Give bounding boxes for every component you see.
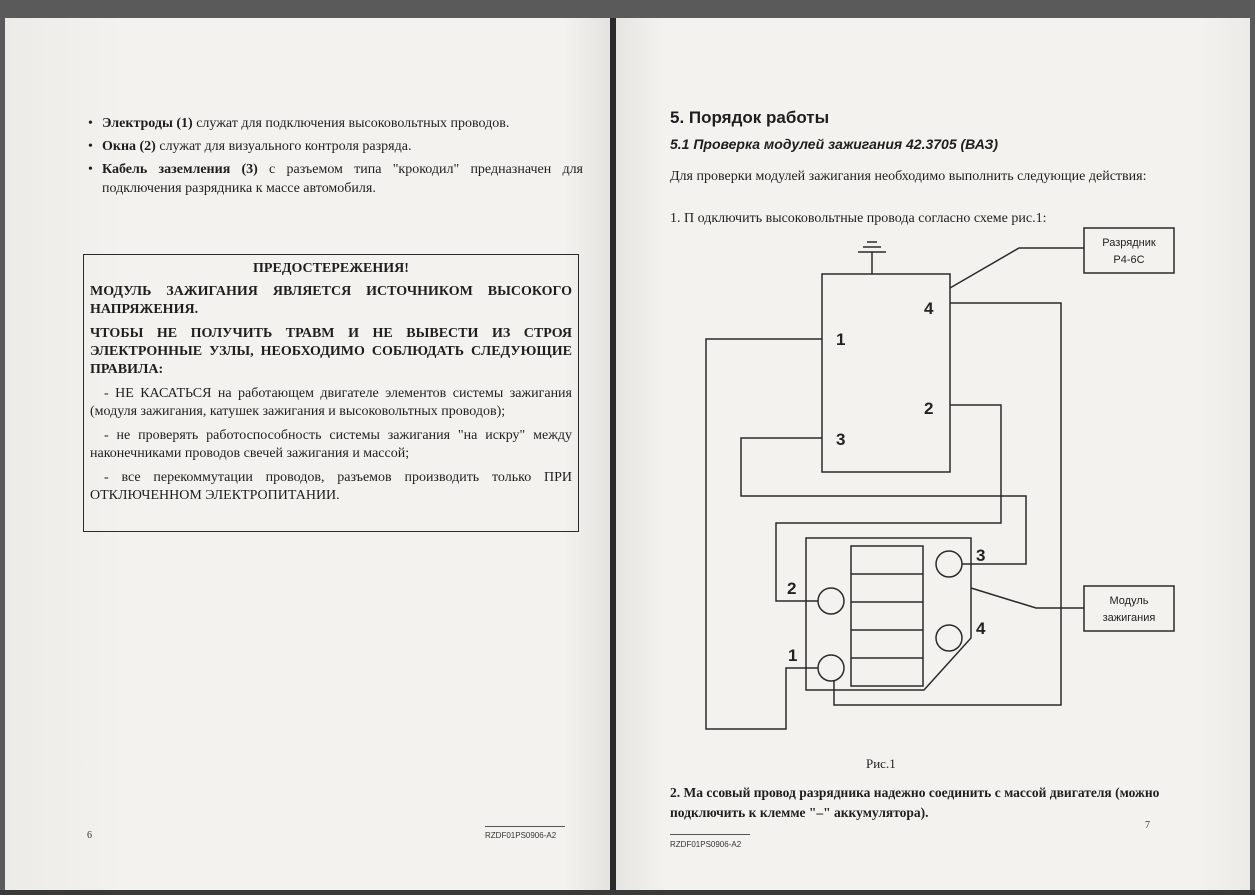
- warning-line: ЧТОБЫ НЕ ПОЛУЧИТЬ ТРАВМ И НЕ ВЫВЕСТИ ИЗ СТРОЯ ЭЛЕКТРОННЫЕ УЗЛЫ, НЕОБХОДИМО СОБЛЮДАТЬ СЛЕДУЮЩИЕ ПРАВИЛА:: [90, 326, 572, 377]
- right-page: [616, 18, 1250, 890]
- warning-title: ПРЕДОСТЕРЕЖЕНИЯ!: [253, 261, 409, 276]
- warning-rule: - все перекоммутации проводов, разъемов производить только ПРИ ОТКЛЮЧЕННОМ ЭЛЕКТРОПИТАНИИ.: [90, 470, 572, 503]
- razryadnik-label-box: [1084, 228, 1174, 273]
- warning-line: МОДУЛЬ ЗАЖИГАНИЯ ЯВЛЯЕТСЯ ИСТОЧНИКОМ ВЫСОКОГО НАПРЯЖЕНИЯ.: [90, 284, 572, 317]
- module-leader: [971, 588, 1084, 608]
- razryadnik-label-line: Разрядник: [1102, 237, 1156, 249]
- module-terminal-2: [818, 588, 844, 614]
- warning-rule: - НЕ КАСАТЬСЯ на работающем двигателе элементов системы зажигания (модуля зажигания, катушек зажигания и высоковольтных проводов);: [90, 386, 572, 419]
- section-title: 5. Порядок работы: [670, 108, 830, 127]
- step-2: 2. Ма ссовый провод разрядника надежно соединить с массой двигателя (можно подключить к клемме "–" аккумулятора).: [670, 785, 1160, 820]
- wire-2: [776, 405, 1001, 601]
- wire-1: [706, 339, 822, 729]
- module-terminal-label-1: 1: [788, 646, 798, 665]
- list-item: • Окна (2) служат для визуального контроля разряда.: [88, 139, 412, 154]
- module-terminal-3: [936, 551, 962, 577]
- intro-paragraph: Для проверки модулей зажигания необходимо выполнить следующие действия:: [670, 169, 1147, 184]
- wire-4: [834, 303, 1061, 705]
- doc-code: RZDF01PS0906-A2: [485, 831, 557, 840]
- footer-rule: [485, 826, 565, 827]
- doc-code: RZDF01PS0906-A2: [670, 840, 742, 849]
- page-number: 7: [1145, 820, 1150, 831]
- left-page: [5, 18, 612, 890]
- razryadnik-leader: [950, 248, 1084, 288]
- list-item: • Электроды (1) служат для подключения высоковольтных проводов.: [88, 116, 510, 131]
- warning-box: [83, 254, 579, 532]
- warning-rule: - не проверять работоспособность системы зажигания "на искру" между наконечниками проводов свечей зажигания и массой;: [90, 428, 572, 461]
- module-label-line: зажигания: [1102, 612, 1156, 624]
- footer-rule: [670, 834, 750, 835]
- razryadnik-terminal-4: 4: [924, 299, 934, 318]
- scan-edge: [0, 890, 1255, 895]
- module-label-box: [1084, 586, 1174, 631]
- razryadnik-terminal-3: 3: [836, 430, 846, 449]
- figure-caption: Рис.1: [866, 756, 896, 771]
- module-terminal-label-4: 4: [976, 619, 986, 638]
- wiring-diagram: [616, 18, 1250, 890]
- razryadnik-label-line: Р4-6С: [1113, 254, 1145, 266]
- subsection-title: 5.1 Проверка модулей зажигания 42.3705 (ВАЗ): [670, 136, 998, 152]
- page-number: 6: [87, 830, 92, 841]
- module-label-line: Модуль: [1109, 595, 1149, 607]
- module-window: [851, 546, 923, 686]
- module-terminal-label-3: 3: [976, 546, 986, 565]
- module-terminal-4: [936, 625, 962, 651]
- module-terminal-1: [818, 655, 844, 681]
- razryadnik-terminal-1: 1: [836, 330, 846, 349]
- module-terminal-label-2: 2: [787, 579, 797, 598]
- step-1: 1. П одключить высоковольтные провода согласно схеме рис.1:: [670, 211, 1047, 226]
- electrode-description-list: [88, 114, 583, 202]
- list-item: • Кабель заземления (3) с разъемом типа "крокодил" предназначен для подключения разрядника к массе автомобиля.: [88, 162, 583, 196]
- razryadnik-terminal-2: 2: [924, 399, 934, 418]
